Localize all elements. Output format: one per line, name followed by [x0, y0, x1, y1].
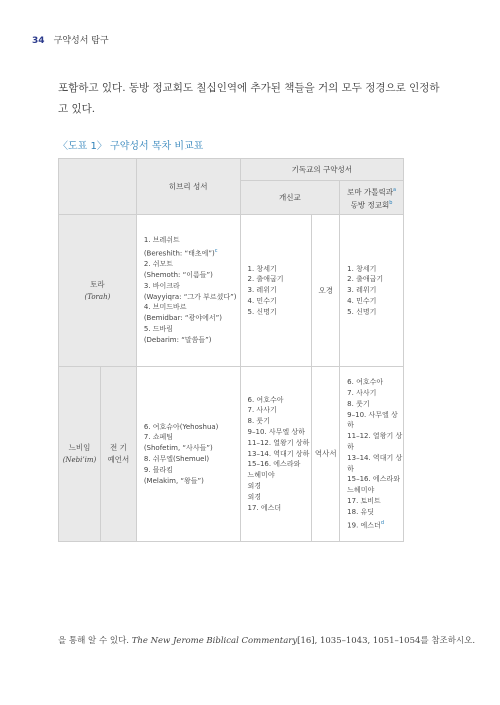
list-item: 6. 여호수아	[347, 378, 384, 387]
list-item: 3. 레위기	[347, 286, 377, 295]
list-item: 15–16. 에스라와	[247, 460, 301, 469]
list-item: 13–14. 역대기 상하	[347, 453, 403, 473]
list-item: 4. 민수기	[347, 296, 377, 305]
list-item: 17. 에스더	[247, 503, 282, 512]
footnote-marker: b	[389, 199, 393, 206]
list-item: 8. 룻기	[247, 417, 270, 426]
torah-group-label: 오경	[312, 215, 340, 367]
list-item: 외경	[247, 481, 262, 490]
neviim-catholic-books	[340, 367, 404, 542]
list-item: (Shemoth: “이름들”)	[143, 271, 213, 280]
list-item: 외경	[247, 492, 262, 501]
header-hebrew-bible: 히브리 성서	[136, 159, 240, 215]
neviim-protestant-books	[240, 367, 312, 542]
list-item: 1. 창세기	[347, 264, 377, 273]
list-item: 5. 신명기	[347, 307, 377, 316]
list-item: 9–10. 사무엘 상하	[347, 410, 398, 430]
list-item: 2. 출애굽기	[247, 275, 284, 284]
torah-label: 토라	[90, 279, 105, 289]
comparison-table	[58, 158, 404, 542]
paragraph-line: 포함하고 있다. 동방 정교회도 칠십인역에 추가된 책들을 거의 모두 정경으로 인정하	[58, 82, 440, 94]
header-catholic-line1: 로마 가톨릭과	[347, 187, 393, 197]
list-item: 6. 여호수아	[247, 395, 284, 404]
list-item: (Bereshith: “태초에”)$^c$	[143, 248, 218, 258]
list-item: 1. 브레쉬트	[143, 236, 180, 245]
list-item: 11–12. 열왕기 상하	[247, 438, 310, 447]
list-item: 5. 드바림	[143, 325, 174, 334]
list-item: 15–16. 에스라와	[347, 475, 400, 484]
torah-roman: (Torah)	[84, 292, 111, 301]
table-caption: 〈도표 1〉 구약성서 목차 비교표	[58, 141, 204, 152]
header-christian-ot: 기독교의 구약성서	[240, 159, 403, 181]
list-item: (Bemidbar: “광야에서”)	[143, 314, 222, 323]
header-empty-cell	[59, 159, 137, 215]
list-item: 9. 믈라킴	[143, 465, 174, 474]
former-prophets-label	[100, 367, 136, 542]
list-item: 느헤미야	[347, 486, 375, 495]
neviim-label: 느비임	[68, 443, 91, 452]
list-item: 11–12. 열왕기 상하	[347, 432, 403, 452]
list-item: 3. 레위기	[247, 286, 277, 295]
footnote-marker: d	[380, 519, 385, 526]
list-item: 13–14. 역대기 상하	[247, 449, 310, 458]
list-item: 17. 토비트	[347, 497, 381, 506]
body-paragraph	[58, 78, 453, 120]
list-item: (Debarim: “말씀들”)	[143, 335, 212, 344]
running-title: 구약성서 탐구	[53, 36, 109, 46]
torah-protestant-books	[240, 215, 312, 367]
neviim-group-label: 역사서	[312, 367, 340, 542]
list-item: 4. 민수기	[247, 296, 277, 305]
footnote-book-title: The New Jerome Biblical Commentary	[131, 636, 298, 646]
list-item: 7. 쇼페팀	[143, 433, 174, 442]
footnote-suffix: [16], 1035–1043, 1051–1054를 참조하시오.	[297, 636, 476, 646]
list-item: 19. 에스더$^d$	[347, 519, 385, 529]
list-item: 1. 창세기	[247, 264, 277, 273]
list-item: (Shofetim, “사사들”)	[143, 444, 213, 453]
footnote-prefix: 을 통해 알 수 있다.	[58, 636, 129, 646]
list-item: 6. 여호슈아(Yehoshua)	[143, 422, 219, 431]
list-item: 8. 룻기	[347, 399, 370, 408]
footnote	[58, 634, 475, 646]
former-prophets-line1: 전 기	[109, 443, 127, 452]
header-catholic-orthodox	[340, 181, 404, 215]
list-item: 18. 유딧	[347, 507, 375, 516]
list-item: 2. 출애굽기	[347, 275, 384, 284]
header-protestant: 개신교	[240, 181, 340, 215]
torah-category	[59, 215, 137, 367]
page-number: 34	[32, 36, 45, 46]
list-item: 5. 신명기	[247, 307, 277, 316]
list-item: 7. 사사기	[347, 389, 377, 398]
torah-catholic-books	[340, 215, 404, 367]
list-item: 7. 사사기	[247, 406, 277, 415]
list-item: 2. 쉬모트	[143, 260, 174, 269]
header-catholic-line2: 동방 정교회	[350, 200, 390, 209]
neviim-hebrew-books	[136, 367, 240, 542]
list-item: (Melakim, “왕들”)	[143, 476, 204, 485]
neviim-roman: (Nebi’im)	[62, 456, 97, 464]
running-header	[32, 33, 109, 46]
list-item: 8. 쉬무엘(Shemuel)	[143, 455, 210, 463]
list-item: 3. 바이크라	[143, 281, 180, 290]
paragraph-line: 고 있다.	[58, 103, 96, 115]
former-prophets-line2: 예언서	[107, 455, 130, 464]
list-item: 9–10. 사무엘 상하	[247, 428, 305, 436]
list-item: (Wayyiqra: “그가 부르셨다”)	[143, 292, 237, 301]
torah-hebrew-books	[136, 215, 240, 367]
list-item: 느헤미야	[247, 471, 275, 480]
neviim-category	[59, 367, 101, 542]
footnote-marker: c	[214, 248, 218, 255]
footnote-marker: a	[392, 187, 397, 193]
list-item: 4. 브미드바르	[143, 303, 187, 312]
